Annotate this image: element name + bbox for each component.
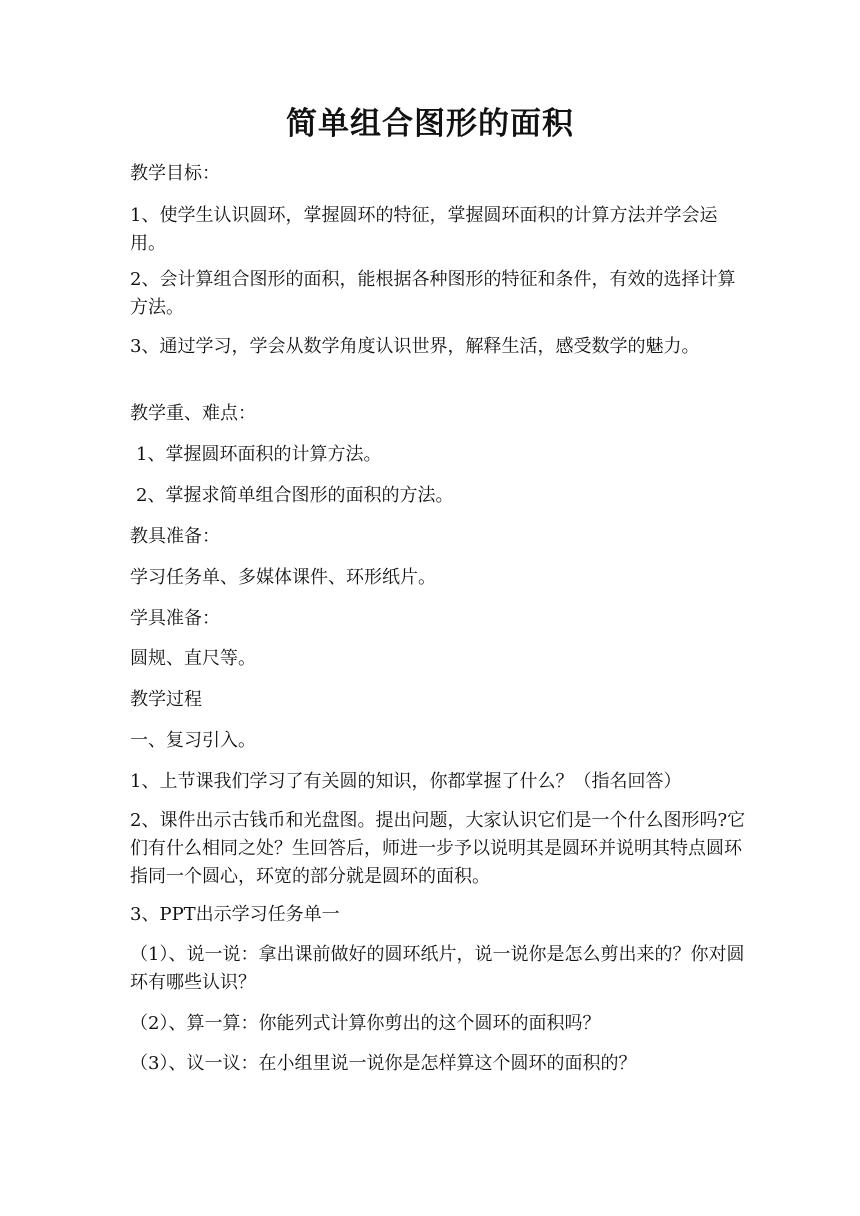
objective-item-1: 1、使学生认识圆环，掌握圆环的特征，掌握圆环面积的计算方法并学会运用。 <box>130 205 718 254</box>
student-prep-text: 圆规、直尺等。 <box>130 648 256 669</box>
task-item-1: （1）、说一说：拿出课前做好的圆环纸片，说一说你是怎么剪出来的？你对圆环有哪些认识？ <box>130 944 745 993</box>
teacher-prep-heading: 教具准备： <box>130 526 220 547</box>
task-item-2: （2）、算一算：你能列式计算你剪出的这个圆环的面积吗？ <box>130 1013 601 1034</box>
process-item-2: 2、课件出示古钱币和光盘图。提出问题，大家认识它们是一个什么图形吗?它们有什么相同之处？生回答后，师进一步予以说明其是圆环并说明其特点圆环指同一个圆心，环宽的部分就是圆环的面积。 <box>130 810 746 887</box>
student-prep-heading: 学具准备： <box>130 608 220 629</box>
key-point-item-2: 2、掌握求简单组合图形的面积的方法。 <box>136 485 454 506</box>
process-item-3: 3、PPT出示学习任务单一 <box>130 904 340 925</box>
teacher-prep-text: 学习任务单、多媒体课件、环形纸片。 <box>130 567 436 588</box>
process-item-1: 1、上节课我们学习了有关圆的知识，你都掌握了什么？（指名回答） <box>130 771 682 792</box>
task-item-3: （3）、议一议：在小组里说一说你是怎样算这个圆环的面积的？ <box>130 1053 637 1074</box>
document-title: 简单组合图形的面积 <box>286 106 574 142</box>
objective-item-2: 2、会计算组合图形的面积，能根据各种图形的特征和条件，有效的选择计算方法。 <box>130 269 736 318</box>
key-points-heading: 教学重、难点： <box>130 403 256 424</box>
part1-heading: 一、复习引入。 <box>130 730 256 751</box>
objective-item-3: 3、通过学习，学会从数学角度认识世界，解释生活，感受数学的魅力。 <box>130 336 700 357</box>
key-point-item-1: 1、掌握圆环面积的计算方法。 <box>136 444 382 465</box>
objectives-heading: 教学目标： <box>130 163 220 184</box>
process-heading: 教学过程 <box>130 689 202 710</box>
